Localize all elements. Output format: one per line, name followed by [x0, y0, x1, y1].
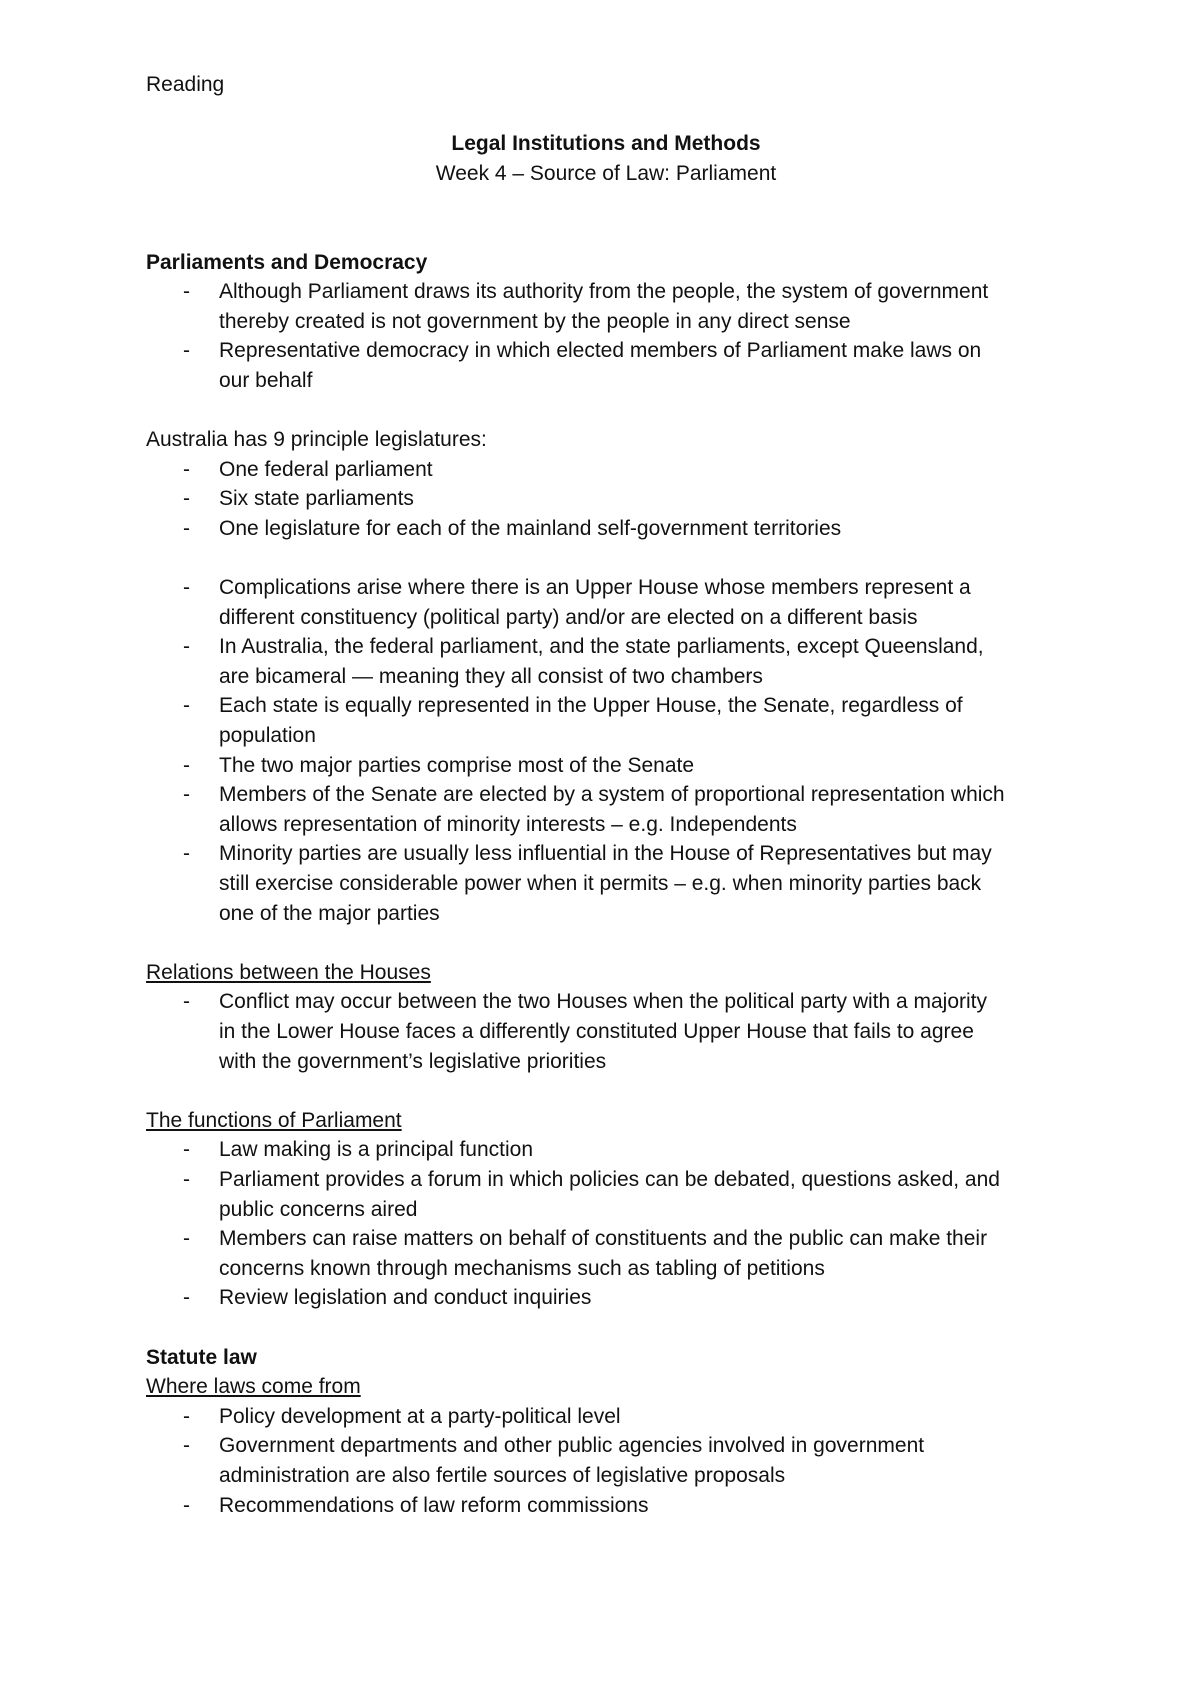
bullet-line: - Although Parliament draws its authority from the people, the system of government: [219, 280, 989, 304]
subheading-where-laws-come-from: Where laws come from: [146, 1375, 361, 1399]
bullet-list-statute: [146, 1402, 1076, 1520]
spacer: [146, 928, 1076, 958]
bullet-item: [146, 839, 1076, 928]
bullet-line: - Conflict may occur between the two Houses when the political party with a majority: [219, 990, 988, 1014]
bullet-line: one of the major parties: [219, 901, 440, 925]
bullet-list-relations: [146, 987, 1076, 1076]
bullet-line: - One legislature for each of the mainland self-government territories: [219, 516, 842, 540]
document-subtitle: Week 4 – Source of Law: Parliament: [435, 161, 777, 185]
bullet-line: - Parliament provides a forum in which policies can be debated, questions asked, and: [219, 1167, 1000, 1191]
bullet-line: are bicameral — meaning they all consist of two chambers: [219, 664, 763, 688]
bullet-line: - Law making is a principal function: [219, 1138, 533, 1162]
bullet-line: - Government departments and other public agencies involved in government: [219, 1434, 925, 1458]
bullet-item: [146, 1135, 1076, 1165]
bullet-line: our behalf: [219, 368, 313, 392]
bullet-item: [146, 1283, 1076, 1313]
bullet-line: still exercise considerable power when it permits – e.g. when minority parties back: [219, 872, 982, 896]
section-heading-relations: Relations between the Houses: [146, 960, 431, 984]
bullet-line: concerns known through mechanisms such as tabling of petitions: [219, 1256, 825, 1280]
bullet-item: [146, 987, 1076, 1076]
bullet-item: [146, 1491, 1076, 1521]
spacer: [146, 1313, 1076, 1343]
bullet-item: [146, 1224, 1076, 1283]
bullet-line: thereby created is not government by the people in any direct sense: [219, 309, 851, 333]
bullet-item: [146, 336, 1076, 395]
bullet-item: [146, 780, 1076, 839]
bullet-line: different constituency (political party) and/or are elected on a different basis: [219, 605, 918, 629]
bullet-line: administration are also fertile sources of legislative proposals: [219, 1463, 786, 1487]
spacer: [146, 100, 1076, 130]
bullet-item: [146, 751, 1076, 781]
spacer: [146, 188, 1076, 218]
bullet-line: population: [219, 724, 316, 748]
bullet-list-houses: [146, 573, 1076, 928]
bullet-line: - Six state parliaments: [219, 487, 414, 511]
bullet-item: [146, 691, 1076, 750]
spacer: [146, 1076, 1076, 1106]
bullet-line: - Complications arise where there is an Upper House whose members represent a: [219, 576, 971, 600]
bullet-list-democracy: [146, 277, 1076, 395]
bullet-line: - Representative democracy in which elected members of Parliament make laws on: [219, 339, 982, 363]
bullet-item: [146, 1165, 1076, 1224]
bullet-item: [146, 573, 1076, 632]
spacer: [146, 218, 1076, 248]
spacer: [146, 544, 1076, 574]
bullet-item: [146, 455, 1076, 485]
bullet-line: - Members can raise matters on behalf of constituents and the public can make their: [219, 1227, 988, 1251]
bullet-line: - Review legislation and conduct inquiries: [219, 1286, 592, 1310]
bullet-line: - Policy development at a party-political level: [219, 1404, 621, 1428]
bullet-line: - One federal parliament: [219, 457, 433, 481]
bullet-item: [146, 277, 1076, 336]
bullet-item: [146, 632, 1076, 691]
bullet-list-legislatures: [146, 455, 1076, 544]
bullet-list-functions: [146, 1135, 1076, 1313]
bullet-line: in the Lower House faces a differently constituted Upper House that fails to agree: [219, 1020, 974, 1043]
document-page: [146, 70, 1076, 1520]
bullet-line: - Minority parties are usually less influential in the House of Representatives but may: [219, 842, 992, 866]
header-label: Reading: [146, 73, 225, 96]
bullet-item: [146, 514, 1076, 544]
document-title: Legal Institutions and Methods: [451, 132, 761, 156]
bullet-line: - The two major parties comprise most of the Senate: [219, 753, 695, 777]
bullet-item: [146, 1431, 1076, 1490]
bullet-line: allows representation of minority interests – e.g. Independents: [219, 812, 797, 836]
bullet-line: - Each state is equally represented in the Upper House, the Senate, regardless of: [219, 694, 963, 718]
bullet-line: - Recommendations of law reform commissions: [219, 1493, 649, 1517]
bullet-item: [146, 1402, 1076, 1432]
bullet-line: public concerns aired: [219, 1197, 418, 1221]
legislatures-intro: Australia has 9 principle legislatures:: [146, 428, 487, 452]
section-heading-functions: The functions of Parliament: [146, 1108, 402, 1132]
bullet-line: - In Australia, the federal parliament, and the state parliaments, except Queensland,: [219, 635, 984, 659]
bullet-item: [146, 484, 1076, 514]
bullet-line: with the government’s legislative priorities: [219, 1049, 607, 1073]
section-heading-democracy: Parliaments and Democracy: [146, 250, 428, 274]
section-heading-statute: Statute law: [146, 1345, 257, 1369]
bullet-line: - Members of the Senate are elected by a system of proportional representation which: [219, 783, 1005, 807]
spacer: [146, 396, 1076, 426]
